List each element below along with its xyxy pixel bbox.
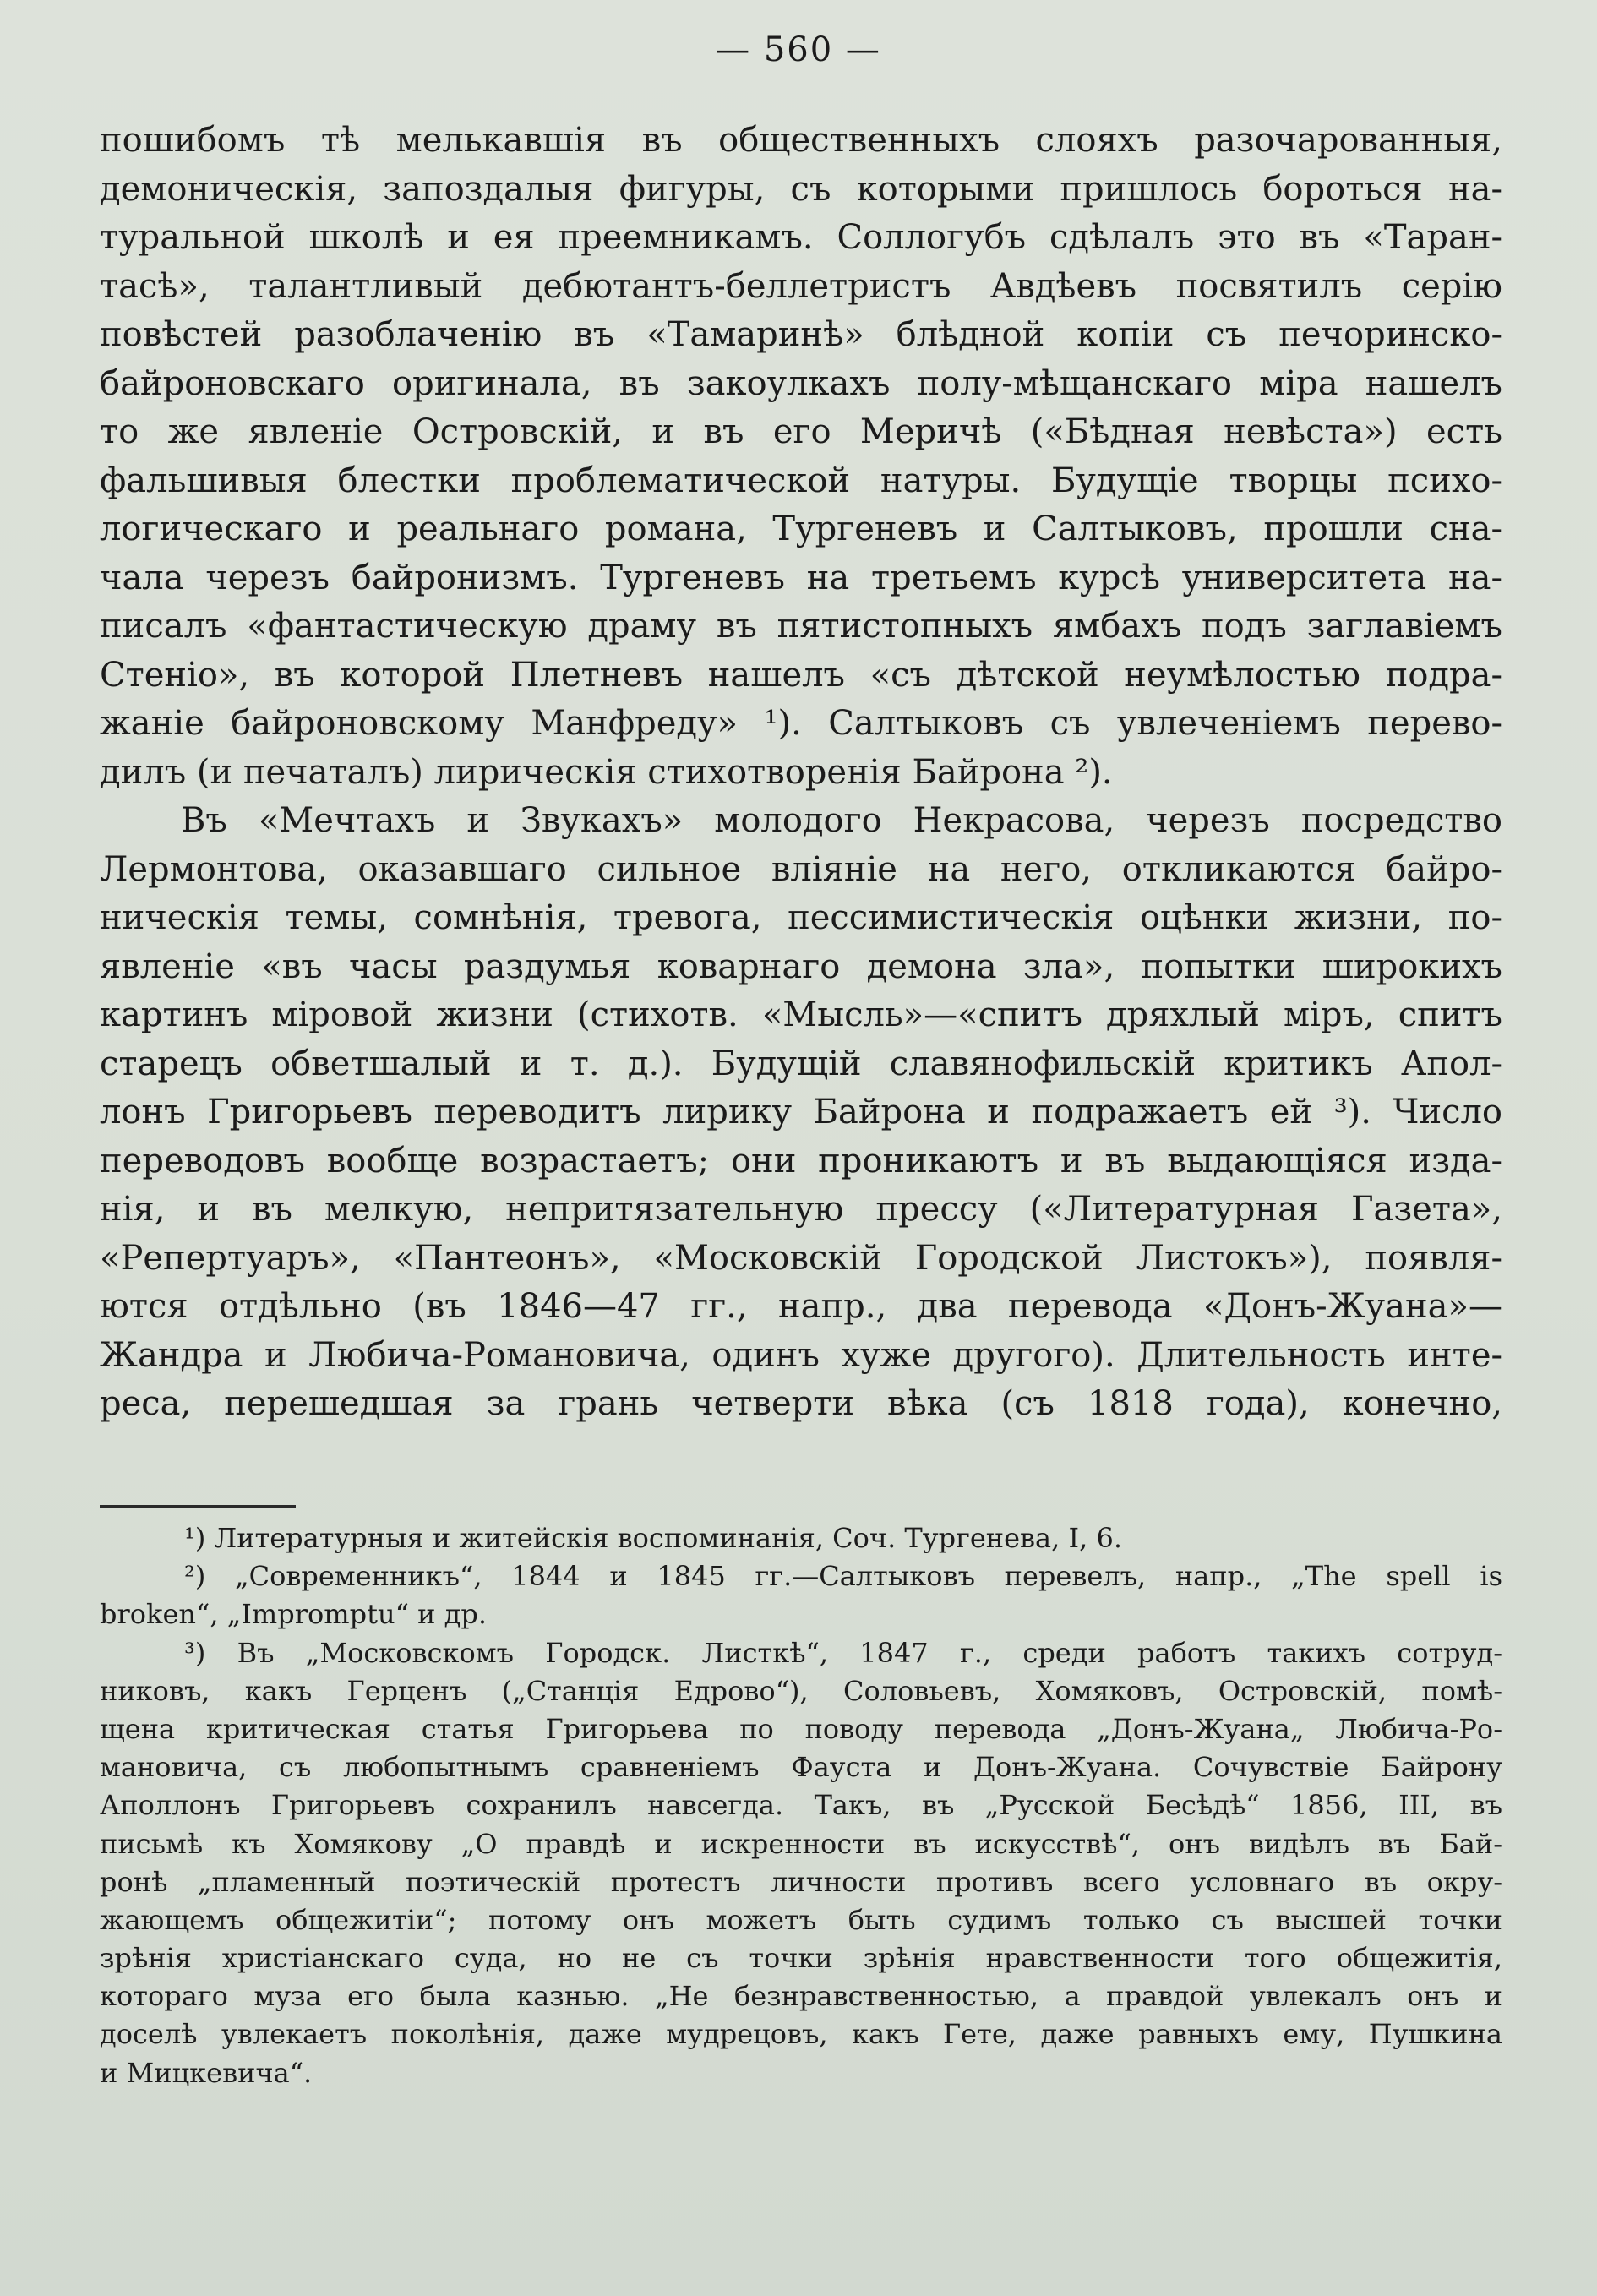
text-line: Жандра и Любича-Романовича, одинъ хуже другого). Длительность инте- bbox=[100, 1335, 1502, 1375]
text-line: реса, перешедшая за грань четверти вѣка (съ 1818 года), конечно, bbox=[100, 1384, 1502, 1423]
text-line: явленіе «въ часы раздумья коварнаго демона зла», попытки широкихъ bbox=[100, 946, 1502, 986]
text-line: пошибомъ тѣ мелькавшія въ общественныхъ слояхъ разочарованныя, bbox=[100, 121, 1502, 160]
text-line: ются отдѣльно (въ 1846—47 гг., напр., два перевода «Донъ-Жуана»— bbox=[100, 1287, 1502, 1326]
text-line: ническія темы, сомнѣнія, тревога, пессимистическія оцѣнки жизни, по- bbox=[100, 898, 1502, 937]
text-line: переводовъ вообще возрастаетъ; они проникаютъ и въ выдающіяся изда- bbox=[100, 1141, 1502, 1181]
text-line: тасѣ», талантливый дебютантъ-беллетристъ Авдѣевъ посвятилъ серію bbox=[100, 266, 1502, 306]
text-line: Въ «Мечтахъ и Звукахъ» молодого Некрасова, черезъ посредство bbox=[181, 801, 1502, 840]
footnote-line: Аполлонъ Григорьевъ сохранилъ навсегда. Такъ, въ „Русской Бесѣдѣ“ 1856, III, въ bbox=[100, 1789, 1502, 1822]
footnote-line: ³) Въ „Московскомъ Городск. Листкѣ“, 1847 г., среди работъ такихъ сотруд- bbox=[184, 1636, 1502, 1669]
footnote-line: доселѣ увлекаетъ поколѣнія, даже мудрецовъ, какъ Гете, даже равныхъ ему, Пушкина bbox=[100, 2018, 1502, 2051]
footnote-line: ронѣ „пламенный поэтическій протестъ личности противъ всего условнаго въ окру- bbox=[100, 1865, 1502, 1898]
text-line: байроновскаго оригинала, въ закоулкахъ полу-мѣщанскаго міра нашелъ bbox=[100, 363, 1502, 403]
text-line: дилъ (и печаталъ) лирическія стихотворенія Байрона ²). bbox=[100, 752, 1113, 792]
text-line: чала черезъ байронизмъ. Тургеневъ на третьемъ курсѣ университета на- bbox=[100, 558, 1502, 597]
footnote-line: щена критическая статья Григорьева по поводу перевода „Донъ-Жуана„ Любича-Ро- bbox=[100, 1712, 1502, 1745]
text-line: Стеніо», въ которой Плетневъ нашелъ «съ дѣтской неумѣлостью подра- bbox=[100, 655, 1502, 695]
footnote-line: мановича, съ любопытнымъ сравненіемъ Фауста и Донъ-Жуана. Сочувствіе Байрону bbox=[100, 1751, 1502, 1784]
footnote-line: и Мицкевича“. bbox=[100, 2056, 313, 2089]
footnote-line: жающемъ общежитіи“; потому онъ можетъ быть судимъ только съ высшей точки bbox=[100, 1903, 1502, 1936]
footnotes bbox=[100, 1519, 1502, 2092]
text-line: логическаго и реальнаго романа, Тургеневъ и Салтыковъ, прошли сна- bbox=[100, 510, 1502, 548]
page-number: — 560 — bbox=[716, 30, 881, 69]
text-line: нія, и въ мелкую, непритязательную прессу («Литературная Газета», bbox=[100, 1190, 1502, 1229]
footnote-line: котораго муза его была казнью. „Не безнравственностью, а правдой увлекалъ онъ и bbox=[100, 1980, 1502, 2013]
footnote-line: broken“, „Impromptu“ и др. bbox=[100, 1598, 487, 1631]
text-line: демоническія, запоздалыя фигуры, съ которыми пришлось бороться на- bbox=[100, 169, 1502, 209]
footnote-line: письмѣ къ Хомякову „О правдѣ и искренности въ искусствѣ“, онъ видѣлъ въ Бай- bbox=[100, 1827, 1502, 1860]
text-line: картинъ міровой жизни (стихотв. «Мысль»—«спитъ дряхлый міръ, спитъ bbox=[100, 995, 1502, 1034]
text-line: лонъ Григорьевъ переводитъ лирику Байрона и подражаетъ ей ³). Число bbox=[100, 1093, 1502, 1132]
text-line: повѣстей разоблаченію въ «Тамаринѣ» блѣдной копіи съ печоринско- bbox=[100, 315, 1502, 354]
text-line: старецъ обветшалый и т. д.). Будущій славянофильскій критикъ Апол- bbox=[100, 1044, 1502, 1083]
text-line: «Репертуаръ», «Пантеонъ», «Московскій Городской Листокъ»), появля- bbox=[100, 1238, 1502, 1278]
text-line: жаніе байроновскому Манфреду» ¹). Салтыковъ съ увлеченіемъ перево- bbox=[100, 704, 1502, 743]
text-line: то же явленіе Островскій, и въ его Меричѣ («Бѣдная невѣста») есть bbox=[100, 412, 1502, 451]
text-line: фальшивыя блестки проблематической натуры. Будущіе творцы психо- bbox=[100, 461, 1502, 500]
text-line: писалъ «фантастическую драму въ пятистопныхъ ямбахъ подъ заглавіемъ bbox=[100, 607, 1502, 646]
footnote-line: никовъ, какъ Герценъ („Станція Едрово“), Соловьевъ, Хомяковъ, Островскій, помѣ- bbox=[100, 1674, 1502, 1707]
footnote-line: зрѣнія христіанскаго суда, но не съ точки зрѣнія нравственности того общежитія, bbox=[100, 1942, 1502, 1975]
footnote-divider bbox=[100, 1505, 296, 1508]
footnote-line: ²) „Современникъ“, 1844 и 1845 гг.—Салтыковъ перевелъ, напр., „The spell is bbox=[184, 1560, 1502, 1593]
main-text bbox=[100, 117, 1502, 1429]
footnote-line: ¹) Литературныя и житейскія воспоминанія, Соч. Тургенева, I, 6. bbox=[184, 1522, 1122, 1554]
text-line: туральной школѣ и ея преемникамъ. Соллогубъ сдѣлалъ это въ «Таран- bbox=[100, 218, 1502, 257]
text-line: Лермонтова, оказавшаго сильное вліяніе на него, откликаются байро- bbox=[100, 849, 1502, 889]
